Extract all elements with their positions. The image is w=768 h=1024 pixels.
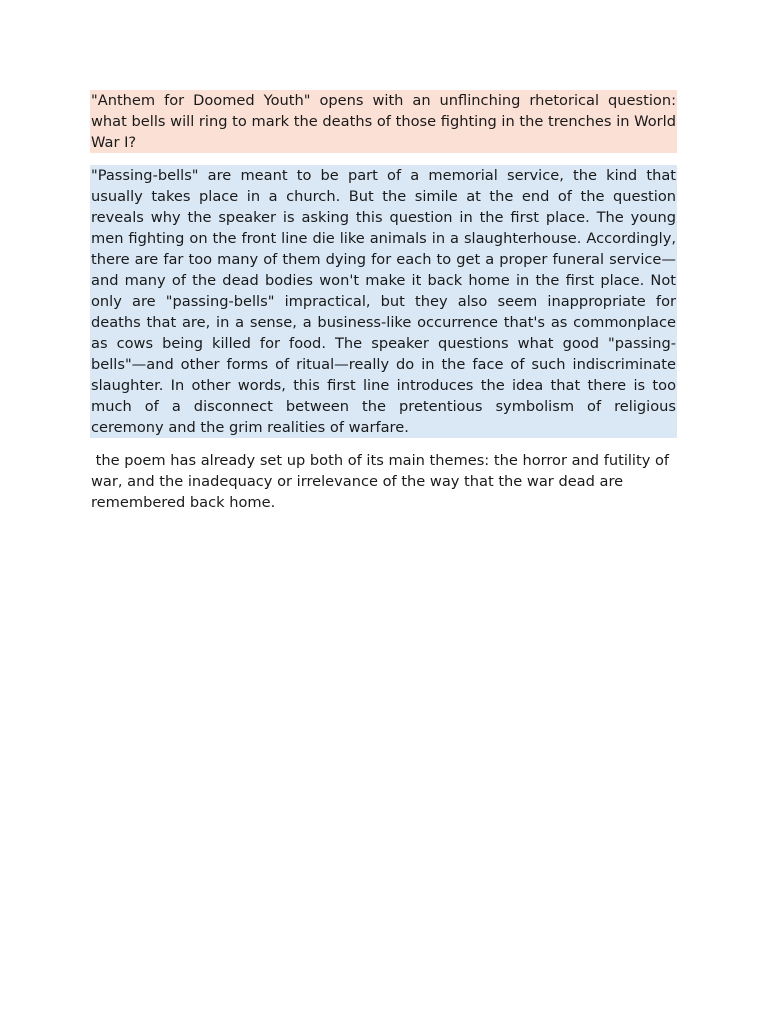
paragraph-themes: the poem has already set up both of its main themes: the horror and futility of war, and the inadequacy or irrelevance of the way that the war dead are remembered back home. (91, 452, 674, 511)
document-body (90, 90, 681, 513)
highlighted-paragraph-analysis: "Passing-bells" are meant to be part of a memorial service, the kind that usually takes place in a church. But the simile at the end of the question reveals why the speaker is asking this question in the first place. The young men fighting on the front line die like animals in a slaughterhouse. Accordingly, there are far too many of them dying for each to get a proper funeral service—and many of the dead bodies won't make it back home in the first place. Not only are "passing-bells" impractical, but they also seem inappropriate for deaths that are, in a sense, a business-like occurrence that's as commonplace as cows being killed for food. The speaker questions what good "passing-bells"—and other forms of ritual—really do in the face of such indiscriminate slaughter. In other words, this first line introduces the idea that there is too much of a disconnect between the pretentious symbolism of religious ceremony and the grim realities of warfare. (91, 167, 681, 436)
highlighted-paragraph-intro: "Anthem for Doomed Youth" opens with an unflinching rhetorical question: what bells will ring to mark the deaths of those fighting in the trenches in World War I? (91, 92, 681, 151)
